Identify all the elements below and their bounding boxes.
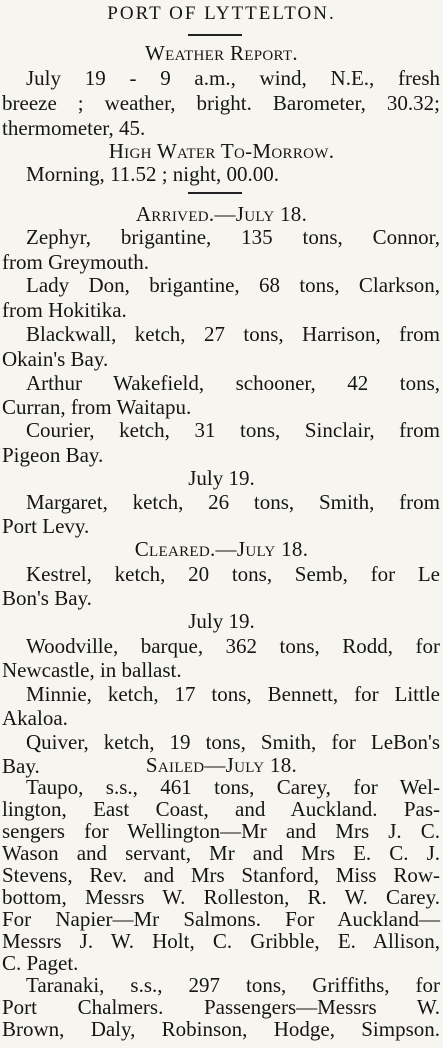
- entry-line: Kestrel, ketch, 20 tons, Semb, for Le: [26, 562, 440, 586]
- high-water-line: Morning, 11.52 ; night, 00.00.: [26, 162, 279, 186]
- entry-line: Taupo, s.s., 461 tons, Carey, for Wel-: [26, 775, 440, 799]
- entry-line: bottom, Messrs W. Rolleston, R. W. Carey.: [2, 885, 440, 909]
- entry-line: Courier, ketch, 31 tons, Sinclair, from: [26, 418, 440, 442]
- entry-line: Bon's Bay.: [2, 586, 92, 610]
- page-title: PORT OF LYTTELTON.: [107, 3, 336, 24]
- entry-line: Blackwall, ketch, 27 tons, Harrison, from: [26, 322, 440, 346]
- entry-line: Wason and servant, Mr and Mrs E. C. J.: [2, 841, 440, 865]
- entry-line: sengers for Wellington—Mr and Mrs J. C.: [2, 819, 440, 843]
- weather-line: thermometer, 45.: [2, 116, 146, 140]
- entry-line: Pigeon Bay.: [2, 443, 104, 467]
- entry-line: Port Chalmers. Passengers—Messrs W.: [2, 995, 440, 1019]
- date-heading: July 19.: [188, 609, 255, 633]
- entry-line: Stevens, Rev. and Mrs Stanford, Miss Row-: [2, 863, 440, 887]
- entry-line: Port Levy.: [2, 514, 90, 538]
- entry-line: C. Paget.: [2, 951, 79, 975]
- entry-line: Quiver, ketch, 19 tons, Smith, for LeBon's: [26, 730, 440, 754]
- entry-line: from Greymouth.: [2, 250, 149, 274]
- cleared-heading: Cleared.—July 18.: [134, 537, 309, 561]
- date-heading: July 19.: [188, 466, 255, 490]
- entry-line: Bay.: [2, 754, 40, 778]
- entry-line: Lady Don, brigantine, 68 tons, Clarkson,: [26, 273, 440, 297]
- entry-line: Arthur Wakefield, schooner, 42 tons,: [26, 371, 440, 395]
- arrived-heading: Arrived.—July 18.: [135, 202, 308, 226]
- entry-line: Akaloa.: [2, 706, 68, 730]
- weather-line: breeze ; weather, bright. Barometer, 30.32;: [2, 91, 440, 115]
- entry-line: Okain's Bay.: [2, 347, 109, 371]
- entry-line: Messrs J. W. Holt, C. Gribble, E. Allison,: [2, 929, 440, 953]
- entry-line: from Hokitika.: [2, 298, 127, 322]
- entry-line: Newcastle, in ballast.: [2, 658, 182, 682]
- entry-line: Woodville, barque, 362 tons, Rodd, for: [26, 634, 440, 658]
- sailed-heading: Sailed—July 18.: [145, 753, 298, 777]
- entry-line: Minnie, ketch, 17 tons, Bennett, for Little: [26, 682, 440, 706]
- weather-report-heading: Weather Report.: [145, 41, 298, 65]
- entry-line: Taranaki, s.s., 297 tons, Griffiths, for: [26, 973, 440, 997]
- divider: [188, 192, 242, 194]
- entry-line: lington, East Coast, and Auckland. Pas-: [2, 797, 440, 821]
- entry-line: Zephyr, brigantine, 135 tons, Connor,: [26, 225, 440, 249]
- high-water-heading: High Water To-Morrow.: [108, 139, 335, 163]
- entry-line: Margaret, ketch, 26 tons, Smith, from: [26, 490, 440, 514]
- entry-line: Brown, Daly, Robinson, Hodge, Simpson.: [2, 1017, 440, 1041]
- divider: [188, 34, 242, 36]
- entry-line: Curran, from Waitapu.: [2, 395, 192, 419]
- entry-line: For Napier—Mr Salmons. For Auckland—: [2, 907, 440, 931]
- weather-line: July 19 - 9 a.m., wind, N.E., fresh: [26, 66, 440, 90]
